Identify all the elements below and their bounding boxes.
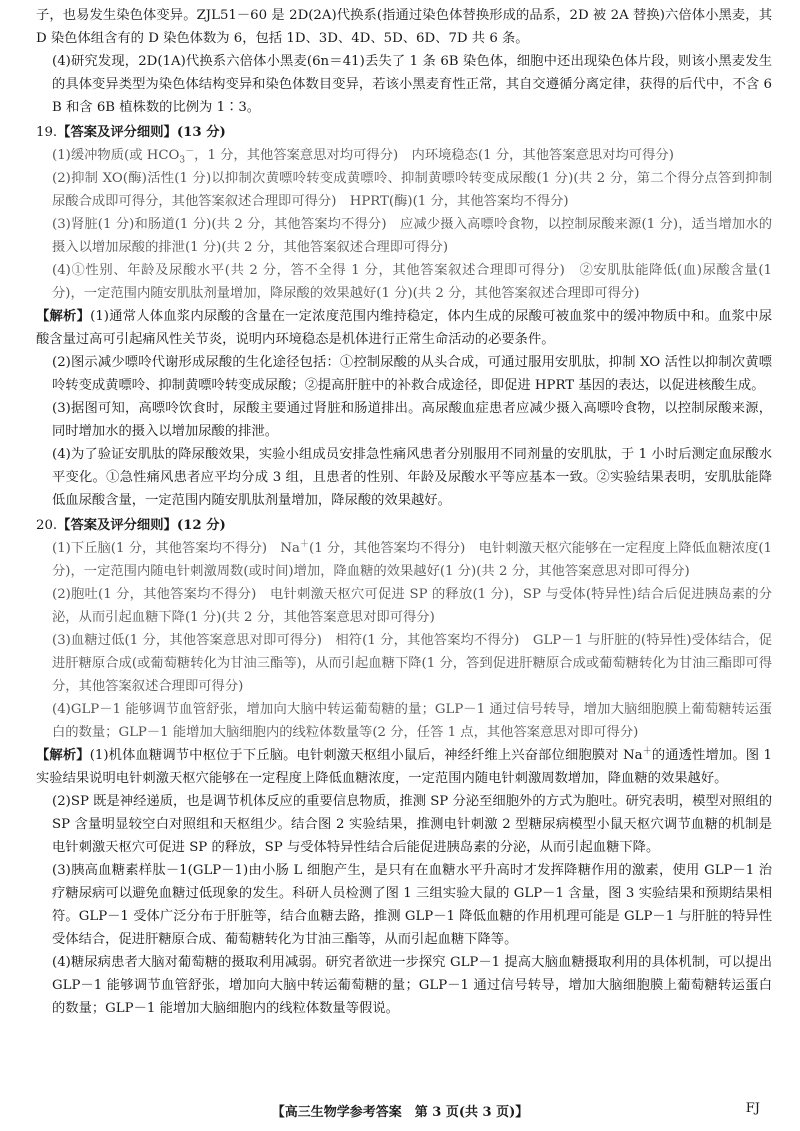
q19-analysis-2: (2)图示减少嘌呤代谢形成尿酸的生化途径包括：①控制尿酸的从头合成，可通过服用安肌肽，抑制 XO 活性以抑制次黄嘌呤转变成黄嘌呤、抑制黄嘌呤转变成尿酸；②提高肝脏中的补救合成途径，即促进 HPRT 基因的表达，以促进核酸生成。 bbox=[52, 355, 772, 393]
q19-answer-1: (1)缓冲物质(或 $HCO_3^-$，1 分，其他答案意思对均可得分) 内环境稳态(1 分，其他答案意思对均可得分) bbox=[52, 146, 674, 166]
q20-answer-2: (2)胞吐(1 分，其他答案均不得分) 电针刺激天枢穴可促进 SP 的释放(1 分)，SP 与受体(特异性)结合后促进胰岛素的分泌，从而引起血糖下降(1 分)(共 2 分，其他答案意思对即可得分) bbox=[52, 587, 772, 625]
q20-header: 【答案及评分细则】(12 分) bbox=[57, 518, 226, 533]
q20-answer-3: (3)血糖过低(1 分，其他答案意思对即可得分) 相符(1 分，其他答案均不得分) GLP－1 与肝脏的(特异性)受体结合，促进肝糖原合成(或葡萄糖转化为甘油三酯等)，从而引起血糖下降(1 分，答到促进肝糖原合成或葡萄糖转化为甘油三酯即可得分，其他答案叙述合理即可得分) bbox=[52, 633, 772, 694]
q19-answer-3: (3)肾脏(1 分)和肠道(1 分)(共 2 分，其他答案均不得分) 应减少摄入高嘌呤食物，以控制尿酸来源(1 分)，适当增加水的摄入以增加尿酸的排泄(1 分)(共 2 分，其他答案叙述合理即可得分) bbox=[52, 217, 772, 255]
q20-answer-1: (1)下丘脑(1 分，其他答案均不得分) Na＋(1 分，其他答案均不得分) 电针刺激天枢穴能够在一定程度上降低血糖浓度(1 分)，一定范围内随电针刺激周数(或时间)增加，降血糖的效果越好(1 分)(共 2 分，其他答案意思对即可得分) bbox=[52, 539, 772, 579]
q19-header-line bbox=[36, 121, 772, 144]
q20-number: 20. bbox=[36, 518, 58, 533]
q19-analysis-1: 【解析】(1)通常人体血浆内尿酸的含量在一定浓度范围内维持稳定，体内生成的尿酸可被血浆中的缓冲物质中和。血浆中尿酸含量过高可引起痛风性关节炎，说明内环境稳态是机体进行正常生命活动的必要条件。 bbox=[36, 309, 772, 347]
answer-page bbox=[36, 4, 772, 1020]
q19-analysis-4: (4)为了验证安肌肽的降尿酸效果，实验小组成员安排急性痛风患者分别服用不同剂量的安肌肽，于 1 小时后测定血尿酸水平变化。①急性痛风患者应平均分成 3 组，且患者的性别、年龄及尿酸水平等应基本一致。②实验结果表明，安肌肽能降低血尿酸含量，一定范围内随安肌肽剂量增加，降尿酸的效果越好。 bbox=[52, 447, 772, 508]
q20-analysis-1: 【解析】(1)机体血糖调节中枢位于下丘脑。电针刺激天枢组小鼠后，神经纤维上兴奋部位细胞膜对 Na＋的通透性增加。图 1 实验结果说明电针刺激天枢穴能够在一定程度上降低血糖浓度，一定范围内随电针刺激周数增加，降血糖的效果越好。 bbox=[36, 746, 772, 786]
footer-code: FJ bbox=[745, 1101, 760, 1116]
q19-analysis-3: (3)据图可知，高嘌呤饮食时，尿酸主要通过肾脏和肠道排出。高尿酸血症患者应减少摄入高嘌呤食物，以控制尿酸来源，同时增加水的摄入以增加尿酸的排泄。 bbox=[52, 401, 772, 439]
q19-analysis-label: 【解析】 bbox=[36, 309, 91, 324]
question-20 bbox=[36, 514, 772, 1020]
prev-answer-part4: (4)研究发现，2D(1A)代换系六倍体小黑麦(6n＝41)丢失了 1 条 6B 染色体，细胞中还出现染色体片段，则该小黑麦发生的具体变异类型为染色体结构变异和染色体数目变异，若该小黑麦育性正常，其自交遵循分离定律，获得的后代中，不含 6B 和含 6B 植株数的比例为 1∶3。 bbox=[52, 54, 772, 115]
question-19 bbox=[36, 121, 772, 512]
page-footer bbox=[0, 1101, 800, 1121]
q20-analysis-2: (2)SP 既是神经递质，也是调节机体反应的重要信息物质，推测 SP 分泌至细胞外的方式为胞吐。研究表明，模型对照组的 SP 含量明显较空白对照组和天枢组少。结合图 2 实验结果，推测电针刺激 2 型糖尿病模型小鼠天枢穴调节血糖的机制是电针刺激天枢穴可促进 SP 的释放，SP 与受体特异性结合后能促进胰岛素的分泌，从而引起血糖下降。 bbox=[52, 794, 772, 855]
q20-analysis-label: 【解析】 bbox=[36, 748, 90, 763]
q19-answer-4: (4)①性别、年龄及尿酸水平(共 2 分，答不全得 1 分，其他答案叙述合理即可得分) ②安肌肽能降低(血)尿酸含量(1 分)，一定范围内随安肌肽剂量增加，降尿酸的效果越好(1 分)(共 2 分，其他答案叙述合理即可得分) bbox=[52, 263, 772, 301]
footer-title: 【高三生物学参考答案 第 3 页(共 3 页)】 bbox=[271, 1105, 529, 1120]
q19-header: 【答案及评分细则】(13 分) bbox=[57, 125, 226, 140]
q20-analysis-4: (4)糖尿病患者大脑对葡萄糖的摄取利用减弱。研究者欲进一步探究 GLP－1 提高大脑血糖摄取利用的具体机制，可以提出 GLP－1 能够调节血管舒张，增加向大脑中转运葡萄糖的量；GLP－1 通过信号转导，增加大脑细胞膜上葡萄糖转运蛋白的数量；GLP－1 能增加大脑细胞内的线粒体数量等假说。 bbox=[52, 955, 772, 1016]
q20-analysis-3: (3)胰高血糖素样肽－1(GLP－1)由小肠 L 细胞产生，是只有在血糖水平升高时才发挥降糖作用的激素，使用 GLP－1 治疗糖尿病可以避免血糖过低现象的发生。科研人员检测了图 1 三组实验大鼠的 GLP－1 含量，图 3 实验结果和预期结果相符。GLP－1 受体广泛分布于肝脏等，结合血糖去路，推测 GLP－1 降低血糖的作用机理可能是 GLP－1 与肝脏的特异性受体结合，促进肝糖原合成、葡萄糖转化为甘油三酯等，从而引起血糖下降等。 bbox=[52, 863, 772, 947]
q19-answer-2: (2)抑制 XO(酶)活性(1 分)以抑制次黄嘌呤转变成黄嘌呤、抑制黄嘌呤转变成尿酸(1 分)(共 2 分，第二个得分点答到抑制尿酸合成即可得分，其他答案叙述合理即可得分) HPRT(酶)(1 分，其他答案均不得分) bbox=[52, 171, 772, 209]
q20-header-line bbox=[36, 514, 772, 537]
q19-number: 19. bbox=[36, 125, 58, 140]
q20-answer-4: (4)GLP－1 能够调节血管舒张，增加向大脑中转运葡萄糖的量；GLP－1 通过信号转导，增加大脑细胞膜上葡萄糖转运蛋白的数量；GLP－1 能增加大脑细胞内的线粒体数量等(2 分，任答 1 点，其他答案意思对即可得分) bbox=[52, 702, 772, 740]
prev-answer-continuation: 子，也易发生染色体变异。ZJL51－60 是 2D(2A)代换系(指通过染色体替换形成的品系，2D 被 2A 替换)六倍体小黑麦，其 D 染色体组含有的 D 染色体数为 6，包括 1D、3D、4D、5D、6D、7D 共 6 条。 bbox=[36, 8, 772, 46]
